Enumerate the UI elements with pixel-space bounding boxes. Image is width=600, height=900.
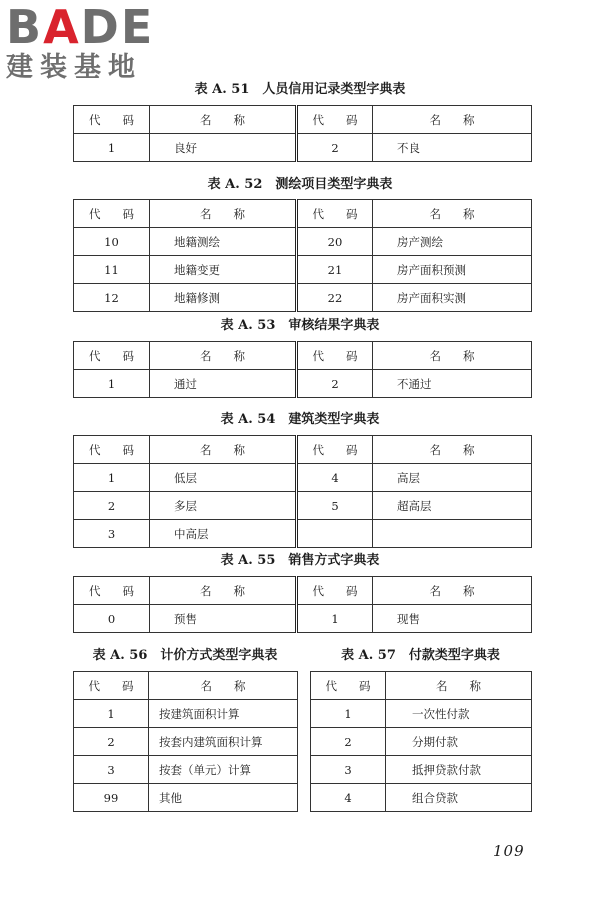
name-cell: 房产测绘 [373,228,532,256]
header-name: 名 称 [150,106,297,134]
caption-table-a55: 表 A. 55 销售方式字典表 [220,553,380,568]
name-cell: 抵押贷款付款 [386,756,532,784]
code-cell: 4 [311,784,386,812]
table-row [311,784,532,812]
name-cell: 高层 [373,464,532,492]
table-row [311,756,532,784]
header-code: 代 码 [297,436,373,464]
table-row [311,728,532,756]
table-row [74,700,298,728]
code-cell: 1 [74,700,149,728]
code-cell: 1 [74,370,150,398]
table-row [74,284,532,312]
code-cell: 4 [297,464,373,492]
header-code: 代 码 [297,342,373,370]
header-name: 名 称 [373,577,532,605]
table-row [74,784,298,812]
name-cell: 按建筑面积计算 [149,700,298,728]
page-number: 109 [493,842,525,860]
code-cell: 21 [297,256,373,284]
name-cell: 超高层 [373,492,532,520]
table-a55 [73,576,532,633]
code-cell: 2 [297,134,373,162]
header-code: 代 码 [74,577,150,605]
name-cell: 分期付款 [386,728,532,756]
code-cell: 5 [297,492,373,520]
name-cell: 中高层 [150,520,297,548]
table-a52 [73,199,532,312]
caption-table-a56: 表 A. 56 计价方式类型字典表 [92,648,278,663]
code-cell: 3 [74,756,149,784]
header-name: 名 称 [373,342,532,370]
table-header-row [74,672,298,700]
header-name: 名 称 [150,577,297,605]
name-cell: 现售 [373,605,532,633]
header-code: 代 码 [74,200,150,228]
code-cell: 1 [297,605,373,633]
header-code: 代 码 [74,436,150,464]
logo-wordmark [6,2,176,52]
code-cell: 11 [74,256,150,284]
name-cell: 地籍变更 [150,256,297,284]
table-row [311,700,532,728]
header-code: 代 码 [297,200,373,228]
table-header-row [311,672,532,700]
code-cell: 2 [297,370,373,398]
name-cell [373,520,532,548]
code-cell: 0 [74,605,150,633]
logo-letter-a: A [43,0,81,54]
header-code: 代 码 [74,672,149,700]
caption-table-a53: 表 A. 53 审核结果字典表 [220,318,380,333]
code-cell: 3 [311,756,386,784]
name-cell: 组合贷款 [386,784,532,812]
code-cell: 20 [297,228,373,256]
code-cell: 12 [74,284,150,312]
header-code: 代 码 [297,577,373,605]
header-name: 名 称 [149,672,298,700]
table-a51 [73,105,532,162]
table-header-row [74,436,532,464]
name-cell: 不良 [373,134,532,162]
table-header-row [74,200,532,228]
code-cell: 2 [74,728,149,756]
table-header-row [74,106,532,134]
code-cell: 1 [311,700,386,728]
header-code: 代 码 [74,106,150,134]
header-code: 代 码 [311,672,386,700]
table-a57 [310,671,532,812]
header-name: 名 称 [373,106,532,134]
code-cell: 3 [74,520,150,548]
name-cell: 多层 [150,492,297,520]
name-cell: 良好 [150,134,297,162]
table-row [74,605,532,633]
code-cell: 2 [74,492,150,520]
code-cell: 10 [74,228,150,256]
table-row [74,464,532,492]
table-row [74,728,298,756]
table-header-row [74,577,532,605]
name-cell: 其他 [149,784,298,812]
table-a54 [73,435,532,548]
logo-letters-de: DE [80,0,155,54]
caption-table-a51: 表 A. 51 人员信用记录类型字典表 [194,82,406,97]
code-cell: 1 [74,464,150,492]
header-name: 名 称 [150,200,297,228]
name-cell: 低层 [150,464,297,492]
header-name: 名 称 [373,436,532,464]
header-name: 名 称 [386,672,532,700]
table-row [74,492,532,520]
table-header-row [74,342,532,370]
table-row [74,134,532,162]
name-cell: 通过 [150,370,297,398]
header-code: 代 码 [297,106,373,134]
name-cell: 房产面积预测 [373,256,532,284]
site-logo [6,2,176,84]
name-cell: 按套（单元）计算 [149,756,298,784]
logo-letter-b: B [6,0,44,54]
code-cell: 1 [74,134,150,162]
name-cell: 地籍测绘 [150,228,297,256]
table-row [74,520,532,548]
name-cell: 房产面积实测 [373,284,532,312]
caption-table-a57: 表 A. 57 付款类型字典表 [341,648,500,663]
code-cell: 99 [74,784,149,812]
name-cell: 一次性付款 [386,700,532,728]
header-name: 名 称 [150,342,297,370]
code-cell: 22 [297,284,373,312]
table-row [74,256,532,284]
table-row [74,228,532,256]
caption-table-a52: 表 A. 52 测绘项目类型字典表 [207,177,393,192]
code-cell: 2 [311,728,386,756]
table-a53 [73,341,532,398]
logo-subtitle: 建装基地 [6,52,142,83]
code-cell [297,520,373,548]
table-row [74,370,532,398]
header-name: 名 称 [373,200,532,228]
name-cell: 按套内建筑面积计算 [149,728,298,756]
name-cell: 不通过 [373,370,532,398]
table-row [74,756,298,784]
header-code: 代 码 [74,342,150,370]
caption-table-a54: 表 A. 54 建筑类型字典表 [220,412,380,427]
name-cell: 预售 [150,605,297,633]
table-a56 [73,671,298,812]
header-name: 名 称 [150,436,297,464]
name-cell: 地籍修测 [150,284,297,312]
